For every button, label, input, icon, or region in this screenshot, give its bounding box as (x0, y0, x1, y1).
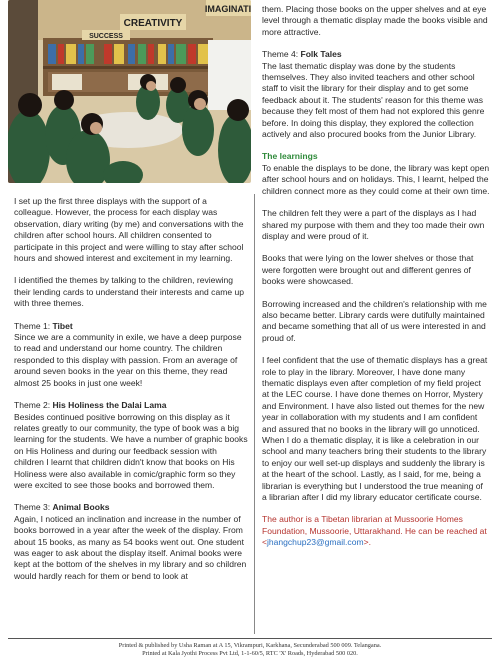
paragraph: I feel confident that the use of thematic displays has a great role to play in the library. Moreover, I have done many thematic displays even after completion of my field project at the LEC course. I have done themes on Horror, Mystery and Environment. I have also listed out themes for the new year in collaboration with my students and I am confident and assured that no books in the library will go unnoticed. When I do a thematic display, it is like a celebration in our school and many teachers bring their students to the library to enjoy our well set-up displays and suddenly the library is at the heart of the school. Lastly, as I said, for me, being a librarian is everything but I understood the true meaning of a librarian after I did my library educator certificate course. (262, 355, 488, 503)
footer (0, 642, 500, 658)
theme-2-body: Besides continued positive borrowing on this display as it relates greatly to our community, the type of book was a big learning for the students. We have a number of graphic books on His Holiness and during our feedback session with children I learnt that children didn't know that books on His Holiness were also available in comic/graphic form so they were excited to see those books and borrowed them. (14, 411, 248, 490)
email-bracket-close: >. (363, 537, 371, 548)
footer-line-2: Printed at Kala Jyothi Process Pvt Ltd, 1-1-60/5, RTC 'X' Roads, Hyderabad 500 020. (142, 650, 358, 658)
email-bracket-open: < (262, 537, 267, 548)
paragraph-continued: them. Placing those books on the upper shelves and at eye level through a thematic display made the books visible and more attractive. (262, 4, 488, 37)
theme-4-heading (262, 49, 490, 60)
left-column (14, 196, 248, 582)
theme-1-body: Since we are a community in exile, we have a deep purpose to read and understand our home country. The children responded to this display with passion. From an average of around seven books in the year on this theme, they read almost 25 books in just one week! (14, 332, 242, 388)
theme-1-prefix: Theme 1: (14, 320, 53, 331)
right-column (262, 4, 490, 549)
paragraph: The children felt they were a part of the displays as I had shared my purpose with them and they too made their own display and were proud of it. (262, 208, 485, 241)
learnings-heading: The learnings (262, 151, 318, 162)
author-note (262, 514, 490, 548)
author-note-text: The author is a Tibetan librarian at Mussoorie Homes Foundation, Mussoorie, Uttarakhand. He can be reached at (262, 514, 487, 536)
library-photo-illustration (8, 0, 251, 183)
theme-3-prefix: Theme 3: (14, 502, 53, 513)
library-photo (8, 0, 251, 183)
banner-success: SUCCESS (89, 33, 123, 40)
banner-imagination: IMAGINATI (204, 4, 251, 14)
paragraph: I identified the themes by talking to the children, reviewing their lending cards to understand their interests and came up with three themes. (14, 275, 244, 309)
paragraph: I set up the first three displays with the support of a colleague. However, the process for each display was observation, diary writing (by me) and conversations with the children after school hours. All children consented to participate in this project and were willing to stay after school hours and showed interest and excitement in my learning. (14, 196, 244, 264)
banner-creativity: CREATIVITY (123, 18, 183, 29)
theme-4-prefix: Theme 4: (262, 49, 301, 60)
theme-1-name: Tibet (52, 320, 73, 331)
theme-2-heading (14, 400, 248, 411)
theme-3-body: Again, I noticed an inclination and increase in the number of books borrowed in a year after the week of the display. From about 15 books, as many as 54 books went out. One student was eager to ask about the display itself. Animal books were kept at the bottom of the shelves in my library and so children would hardly reach for them or bend to look at (14, 513, 247, 581)
footer-rule (8, 638, 492, 639)
theme-4-body: The last thematic display was done by the students themselves. They also invited teachers and other school staff to visit the library for their display and to get some feedback about it. The students' reason for this theme was because they felt most of them had not explored this genre before. In doing this display, they explored the collection actively and also procured books from the Junior Library. (262, 60, 485, 140)
theme-3-name: Animal Books (52, 502, 110, 513)
theme-1-heading (14, 321, 248, 332)
author-email-link[interactable]: jhangchup23@gmail.com (267, 537, 364, 548)
theme-4-name: Folk Tales (300, 49, 342, 60)
theme-3-heading (14, 502, 248, 513)
paragraph: Books that were lying on the lower shelves or those that were forgotten were brought out and different genres of books were showcased. (262, 253, 474, 287)
paragraph: To enable the displays to be done, the library was kept open after school hours and on holidays. This, I learnt, helped the children connect more as they could come at their own time. (262, 162, 490, 196)
theme-2-name: His Holiness the Dalai Lama (52, 400, 167, 411)
theme-2-prefix: Theme 2: (14, 400, 53, 411)
footer-line-1: Printed & published by Usha Raman at A 15, Vikrampuri, Karkhana, Secunderabad 500 009. Telangana. (118, 642, 382, 649)
column-divider (254, 194, 255, 634)
paragraph: Borrowing increased and the children's relationship with me also became better. Library cards were dutifully maintained and became something that all of us were interested in and proud of. (262, 298, 487, 343)
